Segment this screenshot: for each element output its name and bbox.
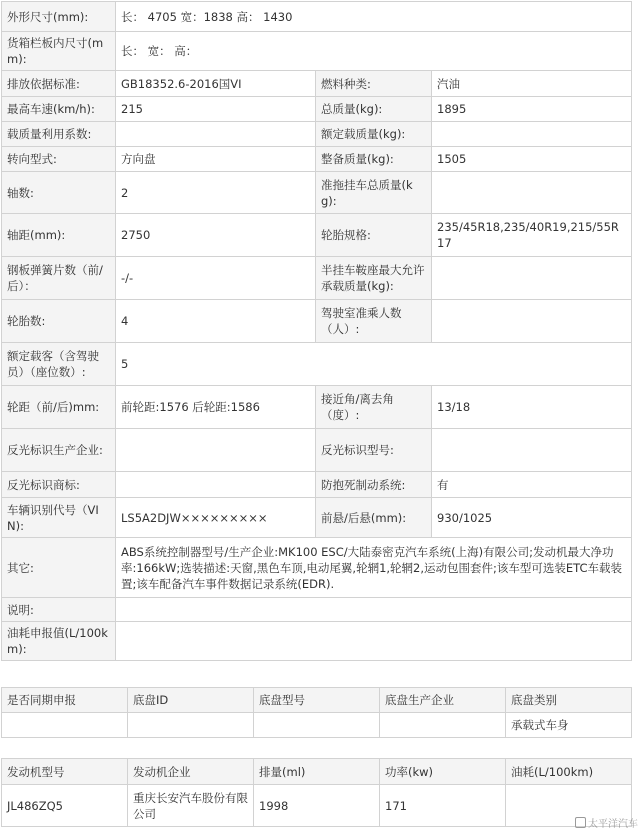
value-abs: 有 [432, 472, 632, 498]
label-rated-load: 额定载质量(kg): [316, 122, 432, 147]
label-fuel-declared: 油耗申报值(L/100km): [2, 622, 116, 661]
engine-cell: 重庆长安汽车股份有限公司 [128, 785, 254, 827]
row-wheelbase [2, 214, 632, 257]
value-reflector-model [432, 429, 632, 472]
label-rated-passengers: 额定载客（含驾驶员）（座位数）: [2, 343, 116, 386]
row-tires [2, 300, 632, 343]
label-axles: 轴数: [2, 172, 116, 214]
chassis-header: 是否同期申报 [2, 688, 128, 713]
row-axles [2, 172, 632, 214]
engine-data-row [2, 785, 632, 827]
value-load-util [116, 122, 316, 147]
chassis-header-row [2, 688, 632, 713]
row-springs [2, 257, 632, 300]
engine-header-row [2, 759, 632, 785]
value-wheelbase: 2750 [116, 214, 316, 257]
label-dimensions: 外形尺寸(mm): [2, 2, 116, 32]
label-abs: 防抱死制动系统: [316, 472, 432, 498]
label-reflector-brand: 反光标识商标: [2, 472, 116, 498]
value-overhang: 930/1025 [432, 498, 632, 538]
value-fuel-type: 汽油 [432, 71, 632, 97]
value-tire-spec: 235/45R18,235/40R19,215/55R17 [432, 214, 632, 257]
row-notes [2, 598, 632, 622]
label-wheelbase: 轴距(mm): [2, 214, 116, 257]
label-trailer-mass: 准拖挂车总质量(kg): [316, 172, 432, 214]
engine-cell: JL486ZQ5 [2, 785, 128, 827]
label-curb-mass: 整备质量(kg): [316, 147, 432, 172]
label-semi-trailer-saddle: 半挂车鞍座最大允许承载质量(kg): [316, 257, 432, 300]
row-dimensions [2, 2, 632, 32]
value-cab-passengers [432, 300, 632, 343]
label-max-speed: 最高车速(km/h): [2, 97, 116, 122]
value-axles: 2 [116, 172, 316, 214]
value-curb-mass: 1505 [432, 147, 632, 172]
engine-cell: 171 [380, 785, 506, 827]
label-cab-passengers: 驾驶室准乘人数（人）: [316, 300, 432, 343]
row-other [2, 538, 632, 598]
label-fuel-type: 燃料种类: [316, 71, 432, 97]
label-notes: 说明: [2, 598, 116, 622]
label-tire-spec: 轮胎规格: [316, 214, 432, 257]
value-steering: 方向盘 [116, 147, 316, 172]
engine-header: 发动机企业 [128, 759, 254, 785]
engine-header: 功率(kw) [380, 759, 506, 785]
row-fuel-declared [2, 622, 632, 661]
row-reflector [2, 429, 632, 472]
label-emission-std: 排放依据标准: [2, 71, 116, 97]
row-brand-abs [2, 472, 632, 498]
label-tire-count: 轮胎数: [2, 300, 116, 343]
label-cargo-box: 货箱栏板内尺寸(mm): [2, 32, 116, 71]
spec-table [1, 1, 632, 661]
value-reflector-brand [116, 472, 316, 498]
chassis-cell [2, 713, 128, 738]
value-reflector-maker [116, 429, 316, 472]
engine-header: 排量(ml) [254, 759, 380, 785]
label-load-util: 载质量利用系数: [2, 122, 116, 147]
engine-table [1, 758, 632, 827]
label-overhang: 前悬/后悬(mm): [316, 498, 432, 538]
chassis-table [1, 687, 632, 738]
row-vin [2, 498, 632, 538]
value-trailer-mass [432, 172, 632, 214]
value-total-mass: 1895 [432, 97, 632, 122]
value-fuel-declared [116, 622, 632, 661]
value-semi-trailer-saddle [432, 257, 632, 300]
chassis-header: 底盘类别 [506, 688, 632, 713]
value-emission-std: GB18352.6-2016国VI [116, 71, 316, 97]
value-angles: 13/18 [432, 386, 632, 429]
engine-cell: 1998 [254, 785, 380, 827]
chassis-cell: 承载式车身 [506, 713, 632, 738]
value-tire-count: 4 [116, 300, 316, 343]
site-watermark [575, 815, 638, 830]
label-other: 其它: [2, 538, 116, 598]
label-total-mass: 总质量(kg): [316, 97, 432, 122]
value-track: 前轮距:1576 后轮距:1586 [116, 386, 316, 429]
row-speed [2, 97, 632, 122]
value-dimensions: 长： 4705 宽：1838 高： 1430 [116, 2, 632, 32]
value-vin: LS5A2DJW××××××××× [116, 498, 316, 538]
chassis-header: 底盘ID [128, 688, 254, 713]
row-load [2, 122, 632, 147]
row-steering [2, 147, 632, 172]
chassis-cell [380, 713, 506, 738]
value-rated-passengers: 5 [116, 343, 632, 386]
label-track: 轮距（前/后)mm: [2, 386, 116, 429]
value-max-speed: 215 [116, 97, 316, 122]
value-rated-load [432, 122, 632, 147]
value-leaf-springs: -/- [116, 257, 316, 300]
row-emission [2, 71, 632, 97]
label-vin: 车辆识别代号（VIN): [2, 498, 116, 538]
chassis-data-row [2, 713, 632, 738]
row-track [2, 386, 632, 429]
engine-header: 油耗(L/100km) [506, 759, 632, 785]
value-cargo-box: 长： 宽： 高： [116, 32, 632, 71]
label-reflector-model: 反光标识型号: [316, 429, 432, 472]
watermark-logo-icon [575, 817, 586, 828]
value-notes [116, 598, 632, 622]
chassis-cell [128, 713, 254, 738]
chassis-cell [254, 713, 380, 738]
row-passengers [2, 343, 632, 386]
value-other: ABS系统控制器型号/生产企业:MK100 ESC/大陆泰密克汽车系统(上海)有限公司;发动机最大净功率:166kW;选装描述:天窗,黑色车顶,电动尾翼,轮辋1,轮辋2,运动包围套件;该车型可选装ETC车载装置;该车配备汽车事件数据记录系统(EDR). [116, 538, 632, 598]
label-angles: 接近角/离去角（度）: [316, 386, 432, 429]
label-reflector-maker: 反光标识生产企业: [2, 429, 116, 472]
watermark-text: 太平洋汽车 [588, 819, 638, 830]
chassis-header: 底盘型号 [254, 688, 380, 713]
label-leaf-springs: 钢板弹簧片数（前/后）： [2, 257, 116, 300]
label-steering: 转向型式: [2, 147, 116, 172]
chassis-header: 底盘生产企业 [380, 688, 506, 713]
row-cargo-box [2, 32, 632, 71]
engine-header: 发动机型号 [2, 759, 128, 785]
